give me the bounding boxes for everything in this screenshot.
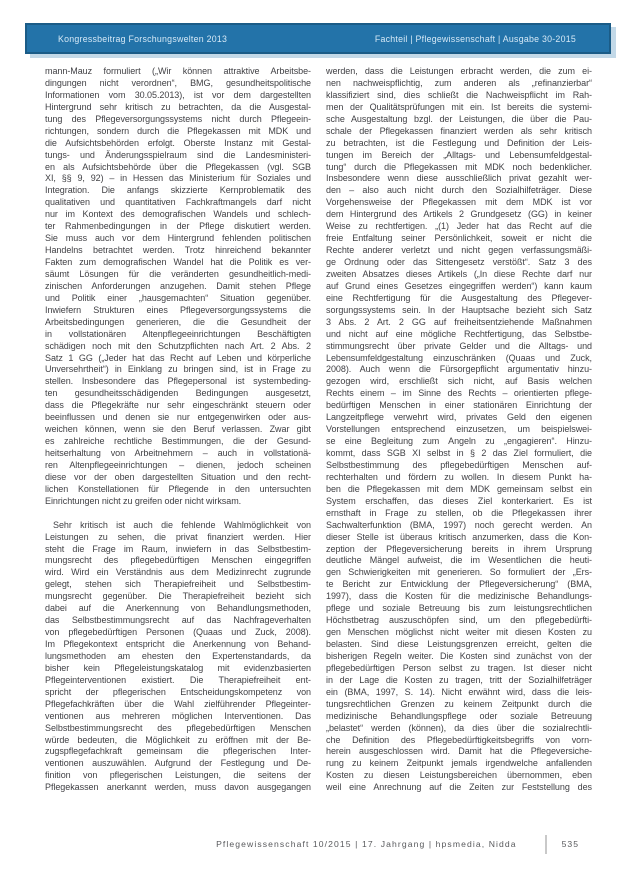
text-line: Selbstbestimmungsrecht des pflegebedürftigen Menschen: [45, 722, 311, 733]
text-line: Lebensumfeldgestaltung einzuschränken (Quaas und Zuck,: [326, 352, 592, 363]
text-line: von pflegebedürftigen Personen (Quaas und Zuck, 2008).: [45, 627, 311, 638]
text-line: beeinflussen und denen sie nur entgegenwirken oder aus-: [45, 412, 311, 423]
text-line: rung zu keinem Zeitpunkt jemals irgendwelche anfallenden: [326, 758, 592, 769]
text-line: qualitativen und quantitativen Fachkraftmangels darf nicht: [45, 197, 311, 208]
text-line: dingungen nicht verordnen“, BMG, gesundheitspolitische: [45, 77, 311, 88]
text-line: XI, §§ 9, 92) – in Hessen das Ministerium für Soziales und: [45, 173, 311, 184]
text-line: te Bericht zur Entwicklung der Pflegeversicherung“ (BMA,: [326, 579, 592, 590]
text-line: gezogen wird, erschließt sich nicht, auf Basis welchen: [326, 376, 592, 387]
text-line: und nicht auf eine mögliche Rechtfertigung, das Selbstbe-: [326, 328, 592, 339]
text-line: bedürftigen Menschen in einer stationären Einrichtung der: [326, 400, 592, 411]
text-line: rechterhalten und fördern zu wollen. In diesem Punkt ha-: [326, 471, 592, 482]
right-column: [326, 66, 592, 794]
text-line: und Politik einer „hausgemachten“ Situation gegenüber.: [45, 292, 311, 303]
text-line: schale der Pflegekassen finanziert werden als sehr kritisch: [326, 125, 592, 136]
text-line: gen Menschen möglichst nicht weiter mit diesen Kosten zu: [326, 627, 592, 638]
text-line: pflege und soziale Betreuung bis zum leistungsrechtlichen: [326, 603, 592, 614]
text-line: Handelns betrachtet werden. Trotz hinreichend bekannter: [45, 245, 311, 256]
text-line: Fakten zum demografischen Wandel hat die Politik es ver-: [45, 257, 311, 267]
paragraph: [45, 66, 311, 508]
journal-info: Pflegewissenschaft 10/2015 | 17. Jahrgang | hpsmedia, Nidda: [216, 839, 517, 849]
text-line: Sie muss auch vor dem Hintergrund fehlenden politischen: [45, 233, 311, 244]
text-line: sorgungssystems sein. In der Hauptsache bezieht sich Satz: [326, 304, 592, 315]
text-line: Vorgehensweise der Pflegekassen mit dem MDK ist vor: [326, 197, 592, 208]
text-line: Leistungen zu sehen, die privat finanziert werden. Hier: [45, 531, 311, 542]
text-line: Hintergrund sehr kritisch zu betrachten, da die Ausgestal-: [45, 101, 311, 112]
text-line: Arbeitsbedingungen generieren, die die Gesundheit der: [45, 316, 311, 327]
page-number: 535: [561, 839, 579, 849]
article-body: [45, 66, 592, 794]
text-line: säumt Lösungen für die veränderten gesundheitlich-medi-: [45, 268, 311, 279]
text-line: ten gesundheitsschädigenden Bedingungen ausgesetzt,: [45, 388, 311, 399]
text-line: Pflegefachkräften über die Wahl zielführender Pflegeinter-: [45, 698, 311, 709]
text-line: bisherigen Regeln weiter. Die Kosten sind zunächst von der: [326, 650, 592, 661]
text-line: Pflegekassen anerkannt werden, muss davon ausgegangen: [45, 782, 311, 793]
text-line: ben die Pflegekassen mit dem MDK gemeinsam selbst ein: [326, 483, 592, 494]
text-line: tung des Pflegeversorgungssystems nicht durch Pflegeein-: [45, 113, 311, 124]
text-line: zu betrachten, ist die Festlegung und Definition der Leis-: [326, 137, 592, 148]
header-right-label: Fachteil | Pflegewissenschaft | Ausgabe 30-2015: [374, 33, 576, 44]
text-line: Insbesondere wenn diese ausschließlich privat gezahlt wer-: [326, 173, 592, 184]
text-line: dabei auf die Anerkennung von Behandlungsmethoden,: [45, 603, 311, 614]
text-line: werden, dass die Leistungen erbracht werden, die zum ei-: [326, 66, 592, 76]
text-line: auf Grund eines Gesetzes eingegriffen werden“) kann kaum: [326, 280, 592, 291]
text-line: dem Hintergrund des Artikels 2 Grundgesetz (GG) in keiner: [326, 209, 592, 220]
text-line: sche Ausgestaltung bzgl. der Leistungen, die über die Pau-: [326, 113, 592, 124]
paragraph: [326, 66, 592, 794]
text-line: kommt, dass SGB XI selbst in § 2 das Ziel formuliert, die: [326, 448, 592, 458]
text-line: weil eine Anrechnung auf die Zeiten zur Feststellung des: [326, 782, 592, 793]
text-line: finition von pflegerischen Leistungen, die seitens der: [45, 770, 311, 781]
text-line: mungsrecht des pflegebedürftigen Menschen eingegriffen: [45, 555, 311, 566]
text-line: eine Rechtfertigung für die Ausgestaltung des Pflegever-: [326, 292, 592, 303]
text-line: pflegebedürftigen Person selbst zu tragen. Ist dieser nicht: [326, 662, 592, 673]
text-line: deutliche Mängel aufweist, die im Wesentlichen die heuti-: [326, 555, 592, 566]
text-line: ein (BMA, 1997, S. 14). Nicht erwähnt wird, dass die leis-: [326, 686, 592, 697]
text-line: das Selbstbestimmungsrecht auf das Nachfrageverhalten: [45, 615, 311, 626]
text-line: Pflegeinterventionen existiert. Die Therapiefreiheit ent-: [45, 674, 311, 685]
text-line: spricht der pflegerischen Entscheidungskompetenz von: [45, 686, 311, 697]
paragraph: [45, 520, 311, 795]
text-line: che Definition des Pflegebedürftigkeitsbegriffs von vorn-: [326, 734, 592, 745]
text-line: System erschaffen, das dieses Ziel konterkariert. Es ist: [326, 495, 592, 506]
text-line: in der Lage die Kosten zu tragen, tritt der Sozialhilfeträger: [326, 674, 592, 685]
text-line: in vollstationären Altenpflegeeinrichtungen Beschäftigten: [45, 328, 311, 339]
text-line: Höchstbetrag auszuschöpfen sind, um den pflegebedürfti-: [326, 615, 592, 626]
text-line: gelegt, stehen sich Therapiefreiheit und Selbstbestim-: [45, 579, 311, 590]
text-line: schädigen noch mit den Schutzpflichten nach Art. 2 Abs. 2: [45, 340, 311, 351]
text-line: tungs- und Änderungsspielraum sind die Landesministeri-: [45, 149, 311, 160]
text-line: 3 Abs. 2 Art. 2 GG auf freiheitsentziehende Maßnahmen: [326, 316, 592, 327]
text-line: stimmungsrecht über private Gelder und die Alltags- und: [326, 340, 592, 351]
text-line: ventionen aus mehreren möglichen Interventionen. Das: [45, 710, 311, 721]
text-line: steht die Frage im Raum, inwiefern in das Selbstbestim-: [45, 543, 311, 554]
text-line: Weise zu rechtfertigen. „(1) Jeder hat das Recht auf die: [326, 221, 592, 232]
text-line: tung“ durch die Pflegekassen mit MDK noch bedenklicher.: [326, 161, 592, 172]
text-line: dieser Stelle ist überaus kritisch anzumerken, dass die Kon-: [326, 531, 592, 542]
text-line: heitserhaltung von Arbeitnehmern – auch in vollstationä-: [45, 448, 311, 458]
page-footer: [0, 833, 637, 855]
text-line: se eine Begleitung zum Angeln zu „engagieren“. Hinzu-: [326, 436, 592, 447]
text-line: Vorstellungen entsprechend einzusetzen, um beispielswei-: [326, 424, 592, 435]
text-line: herein ausgeschlossen wird. Damit hat die Pflegeversiche-: [326, 746, 592, 757]
text-line: diese vor der oben dargestellten Situation und den recht-: [45, 471, 311, 482]
text-line: wird. Wird ein Verständnis aus dem Medizinrecht zugrunde: [45, 567, 311, 578]
text-line: Inwiefern Strukturen eines Pflegeversorgungssystems die: [45, 304, 311, 315]
text-line: Kosten zu diesen Leistungsbereichen übernommen, eben: [326, 770, 592, 781]
text-line: „belastet“ werden (können), da dies über die sozialrechtli-: [326, 722, 592, 733]
text-line: freie Entfaltung seiner Persönlichkeit, soweit er nicht die: [326, 233, 592, 244]
text-line: ter Rahmenbedingungen in der Pflege diskutiert werden.: [45, 221, 311, 232]
text-line: würde bedeuten, die Möglichkeit zu eröffnen mit der Be-: [45, 734, 311, 745]
text-line: 2008). Auch wenn die Fürsorgepflicht argumentativ hinzu-: [326, 364, 592, 375]
text-line: mungsrecht gegenüber. Die Therapiefreiheit bezieht sich: [45, 591, 311, 602]
text-line: nen nachweispflichtig, zum anderen als „refinanzierbar“: [326, 77, 592, 88]
left-column: [45, 66, 311, 794]
text-line: die Aufsichtsbehörden erfolgt. Oberste Instanz mit Gestal-: [45, 137, 311, 148]
text-line: Im Pflegekontext entspricht die Anerkennung von Behand-: [45, 639, 311, 649]
text-line: Integration. Die anfangs skizzierte Kernproblematik des: [45, 185, 311, 196]
footer-divider: [545, 835, 547, 854]
text-line: den – also auch nicht durch den Sozialhilfeträger. Diese: [326, 185, 592, 196]
text-line: Informationen vom 30.05.2013), ist vor dem dargestellten: [45, 89, 311, 100]
text-line: ren Altenpflegeeinrichtungen – dienen, jedoch scheinen: [45, 459, 311, 470]
text-line: es zahlreiche rechtliche Bestimmungen, die der Gesund-: [45, 436, 311, 447]
text-line: men der Qualitätsprüfungen mit ein. Ist bereits die systemi-: [326, 101, 592, 112]
text-line: ge Ordnung oder das Sittengesetz verstößt“. Satz 3 des: [326, 257, 592, 267]
text-line: bisher kein Pflegeleistungskatalog mit evidenzbasierten: [45, 662, 311, 673]
text-line: zinischen Anforderungen anzugehen. Damit stehen Pflege: [45, 280, 311, 291]
text-line: zeption der Pflegeversicherung bereits in ihrem Ursprung: [326, 543, 592, 554]
header-left-label: Kongressbeitrag Forschungswelten 2013: [58, 33, 228, 44]
text-line: ventionen auszuwählen. Aufgrund der Festlegung und De-: [45, 758, 311, 769]
text-line: belasten. Sind diese Leistungsgrenzen erreicht, gelten die: [326, 639, 592, 649]
text-line: nur im Kontext des demografischen Wandels und schlech-: [45, 209, 311, 220]
text-line: medizinische Behandlungspflege oder soziale Betreuung: [326, 710, 592, 721]
text-line: Rechte anderer verletzt und nicht gegen verfassungsmäßi-: [326, 245, 592, 256]
text-line: ernsthaft in Frage zu stellen, ob die Pflegekassen ihrer: [326, 507, 592, 518]
text-line: zugspflegefachkraft gemeinsam die pflegerischen Inter-: [45, 746, 311, 757]
text-line: stellen. Insbesondere das Pflegepersonal ist systembeding-: [45, 376, 311, 387]
text-line: richtungen, sondern durch die Pflegekassen mit MDK und: [45, 125, 311, 136]
text-line: klassifiziert sind, dies schließt die Nachweispflicht im Rah-: [326, 89, 592, 100]
header-bar: [25, 23, 611, 54]
text-line: tungen im Bereich der „Alltags- und Lebensumfeldgestal-: [326, 149, 592, 160]
text-line: dass die Pflegekräfte nur sehr eingeschränkt steuern oder: [45, 400, 311, 411]
text-line: lichen Konstellationen für Pflegende in den untersuchten: [45, 483, 311, 494]
text-line: Selbstbestimmung des pflegebedürftigen Menschen auf-: [326, 459, 592, 470]
text-line: lungsmethoden am ehesten den Expertenstandards, da: [45, 650, 311, 661]
text-line: Langzeitpflege verwehrt wird, privates Geld den eigenen: [326, 412, 592, 423]
text-line: weichen können, wenn sie den Beruf verlassen. Zwar gibt: [45, 424, 311, 435]
text-line: tungsrechtlichen Grenzen zu keinem Zeitpunkt durch die: [326, 698, 592, 709]
text-line: Satz 1 GG („Jeder hat das Recht auf Leben und körperliche: [45, 352, 311, 363]
text-line: mann-Mauz formuliert („Wir können attraktive Arbeitsbe-: [45, 66, 311, 76]
text-line: Unversehrtheit“) in Einklang zu bringen sind, ist in Frage zu: [45, 364, 311, 375]
text-line: Sachwalterfunktion (BMA, 1997) noch gerecht werden. An: [326, 519, 592, 530]
text-line: gen Schwierigkeiten mit generieren. So formuliert der „Ers-: [326, 567, 592, 578]
text-line: 1997), dass die Kosten für die medizinische Behandlungs-: [326, 591, 592, 602]
text-line: Rechts einem – im Sinne des Rechts – orientierten pflege-: [326, 388, 592, 399]
text-line: Sehr kritisch ist auch die fehlende Wahlmöglichkeit von: [53, 519, 311, 530]
text-line: zweiten Absatzes dieses Artikels („In diese Rechte darf nur: [326, 268, 592, 279]
text-line: en als Aufsichtsbehörde über die Pflegekassen (vgl. SGB: [45, 161, 311, 172]
text-line: Einrichtungen nicht zu greifen oder nicht wirksam.: [45, 495, 242, 506]
